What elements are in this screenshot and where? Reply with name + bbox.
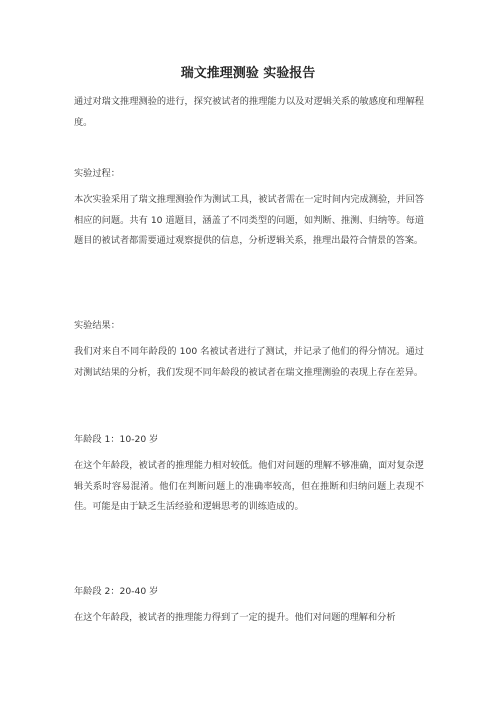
age-group-1-paragraph: 在这个年龄段，被试者的推理能力相对较低。他们对问题的理解不够准确，面对复杂逻辑关系时容易混淆。他们在判断问题上的准确率较高，但在推断和归纳问题上表现不佳。可能是由于缺乏生活经验和逻辑思考的训练造成的。 <box>74 460 424 512</box>
process-heading: 实验过程： <box>74 168 120 179</box>
results-paragraph: 我们对来自不同年龄段的 100 名被试者进行了测试，并记录了他们的得分情况。通过对测试结果的分析，我们发现不同年龄段的被试者在瑞文推理测验的表现上存在差异。 <box>74 346 424 378</box>
age-group-2-paragraph: 在这个年龄段，被试者的推理能力得到了一定的提升。他们对问题的理解和分析 <box>74 612 396 623</box>
age-group-2-heading: 年龄段 2：20-40 岁 <box>74 586 159 597</box>
intro-paragraph: 通过对瑞文推理测验的进行，探究被试者的推理能力以及对逻辑关系的敏感度和理解程度。 <box>74 96 424 128</box>
document-title: 瑞文推理测验 实验报告 <box>180 66 316 81</box>
results-heading: 实验结果： <box>74 320 120 331</box>
process-paragraph: 本次实验采用了瑞文推理测验作为测试工具，被试者需在一定时间内完成测验，并回答相应的问题。共有 10 道题目，涵盖了不同类型的问题，如判断、推测、归纳等。每道题目的被试者都需要通过观察提供的信息，分析逻辑关系，推理出最符合情景的答案。 <box>74 194 424 246</box>
age-group-1-heading: 年龄段 1：10-20 岁 <box>74 434 159 445</box>
